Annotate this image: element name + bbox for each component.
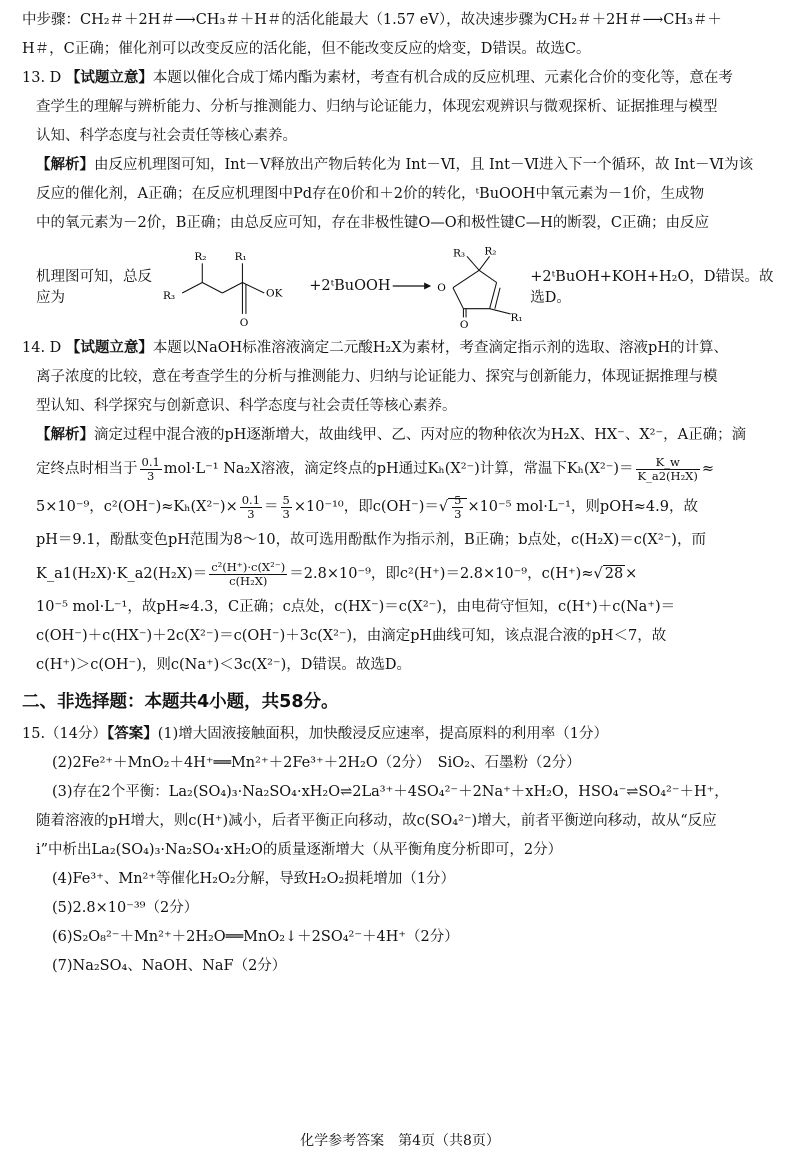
text-line: 滴定过程中混合液的pH逐渐增大，故曲线甲、乙、丙对应的物种依次为H₂X、HX⁻、X²⁻，A正确；滴 bbox=[94, 427, 747, 443]
r3-label: R₃ bbox=[162, 290, 175, 303]
text-run: ＝2.8×10⁻⁹，即c²(H⁺)＝2.8×10⁻⁹，c(H⁺)≈ bbox=[289, 566, 594, 582]
q14-number: 14. D bbox=[22, 340, 62, 356]
text-run: ≈ bbox=[701, 461, 715, 477]
sqrt: √ $\frac{5}{3}$ bbox=[439, 488, 468, 526]
fraction: $\frac{5}{3}$ bbox=[282, 492, 290, 521]
text-line: (5)2.8×10⁻³⁹（2分） bbox=[52, 900, 199, 916]
text-line: 机理图可知，总反应为 bbox=[36, 269, 152, 306]
text-line: (7)Na₂SO₄、NaOH、NaF（2分） bbox=[52, 958, 287, 974]
reaction-arrow-icon bbox=[391, 276, 433, 296]
text-line: 离子浓度的比较，意在考查学生的分析与推测能力、归纳与论证能力、探究与创新能力，体现证据推理与模 bbox=[36, 369, 718, 385]
fraction: $\frac{0.1}{3}$ bbox=[241, 492, 261, 521]
fraction: $\frac{\text{c²(H⁺)·c(X²⁻)}}{\text{c(H₂X)}}$ bbox=[211, 559, 286, 588]
text-run: × bbox=[625, 566, 638, 582]
intent-tag: 【试题立意】 bbox=[65, 340, 153, 356]
r2-label: R₂ bbox=[484, 245, 497, 258]
text-line: 本题以催化合成丁烯内酯为素材，考查有机合成的反应机理、元素化合价的变化等，意在考 bbox=[152, 70, 733, 86]
q14-analysis bbox=[22, 421, 778, 450]
text-line: +2ᵗBuOH+KOH+H₂O，D错误。故选D。 bbox=[530, 269, 774, 306]
q13-number: 13. D bbox=[22, 70, 62, 86]
text-line: c(H⁺)＞c(OH⁻)，则c(Na⁺)＜3c(X²⁻)，D错误。故选D。 bbox=[36, 657, 411, 673]
r1-label: R₁ bbox=[234, 250, 247, 263]
reagent: +2ᵗBuOOH bbox=[309, 278, 391, 294]
q15-number: 15.（14分） bbox=[22, 726, 108, 742]
intent-tag: 【试题立意】 bbox=[65, 70, 153, 86]
analysis-tag: 【解析】 bbox=[36, 427, 94, 443]
text-run: 5×10⁻⁹，c²(OH⁻)≈Kₕ(X²⁻)× bbox=[36, 499, 238, 515]
text-line: (6)S₂O₈²⁻＋Mn²⁺＋2H₂O══MnO₂↓＋2SO₄²⁻＋4H⁺（2分） bbox=[52, 929, 459, 945]
text-run: K_a1(H₂X)·K_a2(H₂X)＝ bbox=[36, 566, 208, 582]
text-line: 10⁻⁵ mol·L⁻¹，故pH≈4.3，C正确；c点处，c(HX⁻)＝c(X²⁻)，由电荷守恒知，c(H⁺)＋c(Na⁺)＝ bbox=[36, 599, 676, 615]
text-run: mol·L⁻¹ Na₂X溶液，滴定终点的pH通过Kₕ(X²⁻)计算，常温下Kₕ(X²⁻)＝ bbox=[163, 461, 634, 477]
text-line: 中的氧元素为－2价，B正确；由总反应可知，存在非极性键O—O和极性键C—H的断裂，C正确；由反应 bbox=[36, 215, 709, 231]
text-line: 由反应机理图可知，Int－Ⅴ释放出产物后转化为 Int－Ⅵ，且 Int－Ⅵ进入下一个循环，故 Int－Ⅵ为该 bbox=[94, 157, 754, 173]
text-line: (2)2Fe²⁺＋MnO₂＋4H⁺══Mn²⁺＋2Fe³⁺＋2H₂O（2分） SiO₂、石墨粉（2分） bbox=[52, 755, 581, 771]
formula-line bbox=[22, 450, 778, 488]
analysis-tag: 【解析】 bbox=[36, 157, 94, 173]
text-line: 型认知、科学探究与创新意识、科学态度与社会责任等核心素养。 bbox=[36, 398, 457, 414]
text-line: (3)存在2个平衡：La₂(SO₄)₃·Na₂SO₄·xH₂O⇌2La³⁺＋4SO₄²⁻＋2Na⁺＋xH₂O，HSO₄⁻⇌SO₄²⁻＋H⁺， bbox=[52, 784, 729, 800]
text-line: 认知、科学态度与社会责任等核心素养。 bbox=[36, 128, 297, 144]
text-line: 查学生的理解与辨析能力、分析与推测能力、归纳与论证能力，体现宏观辨识与微观探析、证据推理与模型 bbox=[36, 99, 718, 115]
sqrt: √ 28 bbox=[593, 566, 624, 582]
text-line: pH＝9.1，酚酞变色pH范围为8～10，故可选用酚酞作为指示剂，B正确；b点处，c(H₂X)＝c(X²⁻)，而 bbox=[36, 532, 706, 548]
fraction: $\frac{5}{3}$ bbox=[454, 492, 462, 521]
text-line: ⅰ”中析出La₂(SO₄)₃·Na₂SO₄·xH₂O的质量逐渐增大（从平衡角度分析即可，2分） bbox=[36, 842, 563, 858]
butenolide-structure bbox=[432, 238, 530, 334]
q15-answer bbox=[22, 720, 778, 749]
formula-line bbox=[22, 488, 778, 526]
q14-intent bbox=[22, 334, 778, 363]
text-line: 反应的催化剂，A正确；在反应机理图中Pd存在0价和＋2价的转化，ᵗBuOOH中氧元素为－1价，生成物 bbox=[36, 186, 705, 202]
o-label: O bbox=[239, 317, 248, 330]
formula-line bbox=[22, 555, 778, 593]
text-line: H＃，C正确；催化剂可以改变反应的活化能，但不能改变反应的焓变，D错误。故选C。 bbox=[22, 41, 591, 57]
r1-label: R₁ bbox=[511, 311, 524, 324]
r3-label: R₃ bbox=[453, 247, 466, 260]
fraction: $\frac{0.1}{3}$ bbox=[141, 454, 160, 483]
text-run: ×10⁻¹⁰，即c(OH⁻)＝ bbox=[293, 499, 439, 515]
text-line: 中步骤：CH₂＃＋2H＃⟶CH₃＃＋H＃的活化能最大（1.57 eV），故决速步骤为CH₂＃＋2H＃⟶CH₃＃＋ bbox=[22, 12, 722, 28]
text-run: ＝ bbox=[264, 499, 279, 515]
text-run: ×10⁻⁵ mol·L⁻¹，则pOH≈4.9，故 bbox=[467, 499, 698, 515]
text-run: 定终点时相当于 bbox=[36, 461, 138, 477]
page-footer: 化学参考答案 第4页（共8页） bbox=[300, 1133, 500, 1149]
overall-reaction bbox=[22, 238, 778, 334]
r2-label: R₂ bbox=[193, 250, 207, 263]
text-line: 本题以NaOH标准溶液滴定二元酸H₂X为素材，考查滴定指示剂的选取、溶液pH的计算、 bbox=[152, 340, 728, 356]
answer-tag: 【答案】 bbox=[107, 726, 158, 742]
q13-intent bbox=[22, 64, 778, 93]
text-line: 随着溶液的pH增大，则c(H⁺)减小，后者平衡正向移动，故c(SO₄²⁻)增大，前者平衡逆向移动，故从“反应 bbox=[36, 813, 717, 829]
text-line: c(OH⁻)＋c(HX⁻)＋2c(X²⁻)＝c(OH⁻)＋3c(X²⁻)，由滴定pH曲线可知，该点混合液的pH＜7，故 bbox=[36, 628, 667, 644]
reactant-structure bbox=[163, 238, 310, 334]
ok-label: OK bbox=[265, 287, 282, 300]
o-label: O bbox=[460, 318, 469, 331]
o-label: O bbox=[437, 282, 447, 295]
text-line: (4)Fe³⁺、Mn²⁺等催化H₂O₂分解，导致H₂O₂损耗增加（1分） bbox=[52, 871, 456, 887]
q13-analysis bbox=[22, 151, 778, 180]
fraction: $\frac{K\_w}{\text{K\_a2(H₂X)}}$ bbox=[637, 454, 698, 483]
section-heading: 二、非选择题：本题共4小题，共58分。 bbox=[22, 692, 339, 712]
text-run: (1)增大固液接触面积，加快酸浸反应速率，提高原料的利用率（1分） bbox=[157, 726, 609, 742]
